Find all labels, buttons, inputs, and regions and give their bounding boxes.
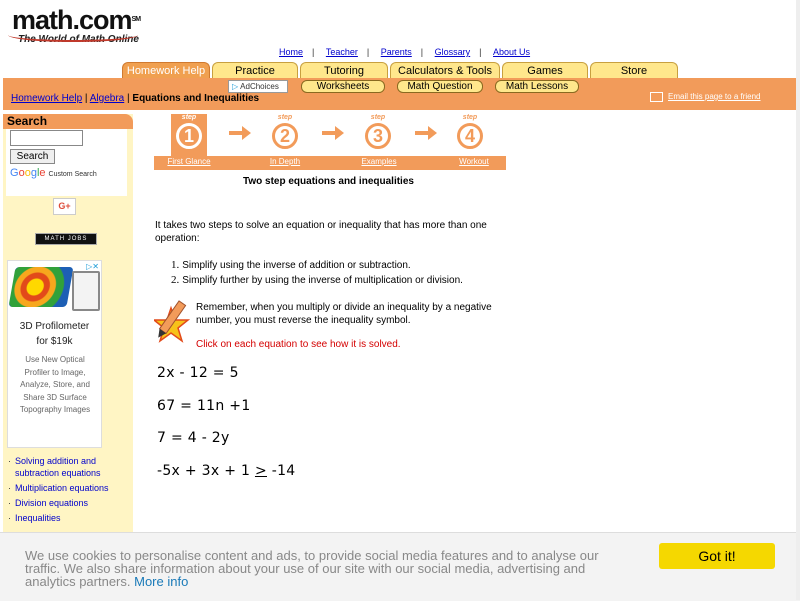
top-link-parents[interactable]: Parents <box>380 47 412 57</box>
email-link[interactable]: Email this page to a friend <box>668 92 761 102</box>
search-button[interactable]: Search <box>10 149 55 164</box>
top-link-about[interactable]: About Us <box>493 47 531 57</box>
arrow-right-icon <box>415 126 437 140</box>
top-link-teacher[interactable]: Teacher <box>325 47 358 57</box>
ad-banner[interactable] <box>7 260 102 448</box>
google-custom-search: Google Custom Search <box>10 167 97 179</box>
search-heading: Search <box>3 114 133 129</box>
subtab-math-question[interactable]: Math Question <box>397 80 483 93</box>
step-link-in-depth[interactable]: In Depth <box>269 157 301 166</box>
ad-text: Use New Optical Profiler to Image, Analyze, Store, and Share 3D Surface Topography Images <box>19 355 91 414</box>
step-navigator <box>154 114 506 170</box>
logo-text: math.com℠ <box>12 5 141 35</box>
arrow-right-icon <box>322 126 344 140</box>
search-panel <box>6 129 127 196</box>
top-nav: Home | Teacher | Parents | Glossary | About Us <box>279 47 531 57</box>
equation-link-4[interactable]: -5x + 3x + 1 > -14 <box>157 463 296 479</box>
logo-swoosh <box>8 28 138 42</box>
equation-link-2[interactable]: 67 = 11n +1 <box>157 398 251 414</box>
vertical-scrollbar[interactable] <box>796 0 800 600</box>
click-instruction: Click on each equation to see how it is solved. <box>196 339 401 350</box>
step-link-examples[interactable]: Examples <box>361 157 397 166</box>
remember-note: Remember, when you multiply or divide an inequality by a negative number, you must reverse the inequality symbol. <box>196 302 492 326</box>
ad-image-topography <box>8 267 73 307</box>
step-link-workout[interactable]: Workout <box>459 157 489 166</box>
tab-practice[interactable]: Practice <box>212 62 298 78</box>
pencil-star-icon <box>154 298 192 348</box>
list-item: 1. Simplify using the inverse of addition or subtraction. <box>171 259 411 271</box>
steps-list <box>171 258 463 288</box>
adchoices-badge[interactable]: ▷ AdChoices <box>228 80 288 93</box>
envelope-icon <box>650 92 663 102</box>
site-logo[interactable] <box>12 6 140 45</box>
sidebar-links <box>6 455 131 527</box>
sidebar-link-inequalities[interactable]: · Inequalities <box>6 512 131 524</box>
logo-tagline: The World of Math Online <box>18 34 139 45</box>
sidebar-link-division[interactable]: · Division equations <box>6 497 131 509</box>
cookie-more-info-link[interactable]: More info <box>134 574 189 589</box>
intro-text: It takes two steps to solve an equation or inequality that has more than one operation: <box>155 220 487 244</box>
subtab-math-lessons[interactable]: Math Lessons <box>495 80 579 93</box>
ad-close-icon[interactable]: ▷✕ <box>86 262 99 271</box>
sidebar-link-addition-subtraction[interactable]: · Solving addition and subtraction equations <box>6 455 131 479</box>
tab-tutoring[interactable]: Tutoring <box>300 62 388 78</box>
tab-calculators-tools[interactable]: Calculators & Tools <box>390 62 500 78</box>
tab-store[interactable]: Store <box>590 62 678 78</box>
ad-title: 3D Profilometer for $19k <box>19 321 90 347</box>
breadcrumb-homework-help[interactable]: Homework Help <box>11 93 83 104</box>
step-3-badge[interactable]: step 3 <box>360 114 396 156</box>
sidebar-link-multiplication[interactable]: · Multiplication equations <box>6 482 131 494</box>
top-link-home[interactable]: Home <box>279 47 304 57</box>
subtab-worksheets[interactable]: Worksheets <box>301 80 385 93</box>
step-1-badge[interactable]: step 1 <box>171 114 207 156</box>
adchoices-icon: ▷ <box>232 82 239 91</box>
step-link-first-glance[interactable]: First Glance <box>167 157 211 166</box>
list-item: 2. Simplify further by using the inverse of multiplication or division. <box>171 274 463 286</box>
arrow-right-icon <box>229 126 251 140</box>
mathjobs-banner[interactable]: MATH JOBS <box>35 233 97 245</box>
cookie-accept-button[interactable]: Got it! <box>659 543 775 569</box>
step-4-badge[interactable]: step 4 <box>452 114 488 156</box>
sidebar <box>3 114 133 544</box>
breadcrumb: Homework Help | Algebra | Equations and Inequalities <box>11 93 260 104</box>
tab-homework-help[interactable]: Homework Help <box>122 62 210 78</box>
top-link-glossary[interactable]: Glossary <box>434 47 471 57</box>
equation-link-1[interactable]: 2x - 12 = 5 <box>157 365 239 381</box>
tab-games[interactable]: Games <box>502 62 588 78</box>
breadcrumb-current: Equations and Inequalities <box>132 93 260 104</box>
step-2-badge[interactable]: step 2 <box>267 114 303 156</box>
breadcrumb-algebra[interactable]: Algebra <box>89 93 125 104</box>
email-page <box>650 92 761 102</box>
cookie-banner <box>0 532 800 601</box>
equation-link-3[interactable]: 7 = 4 - 2y <box>157 430 230 446</box>
page-subtitle: Two step equations and inequalities <box>243 176 414 187</box>
search-input[interactable] <box>10 130 83 146</box>
google-logo: Google <box>10 167 46 179</box>
google-plus-button[interactable]: G+ <box>53 198 76 215</box>
ad-image-device <box>72 271 100 311</box>
cookie-text: We use cookies to personalise content and ads, to provide social media features and to analyse our traffic. We also share information about your use of our site with our social media, advertising and analytics partners. More info <box>25 548 599 589</box>
